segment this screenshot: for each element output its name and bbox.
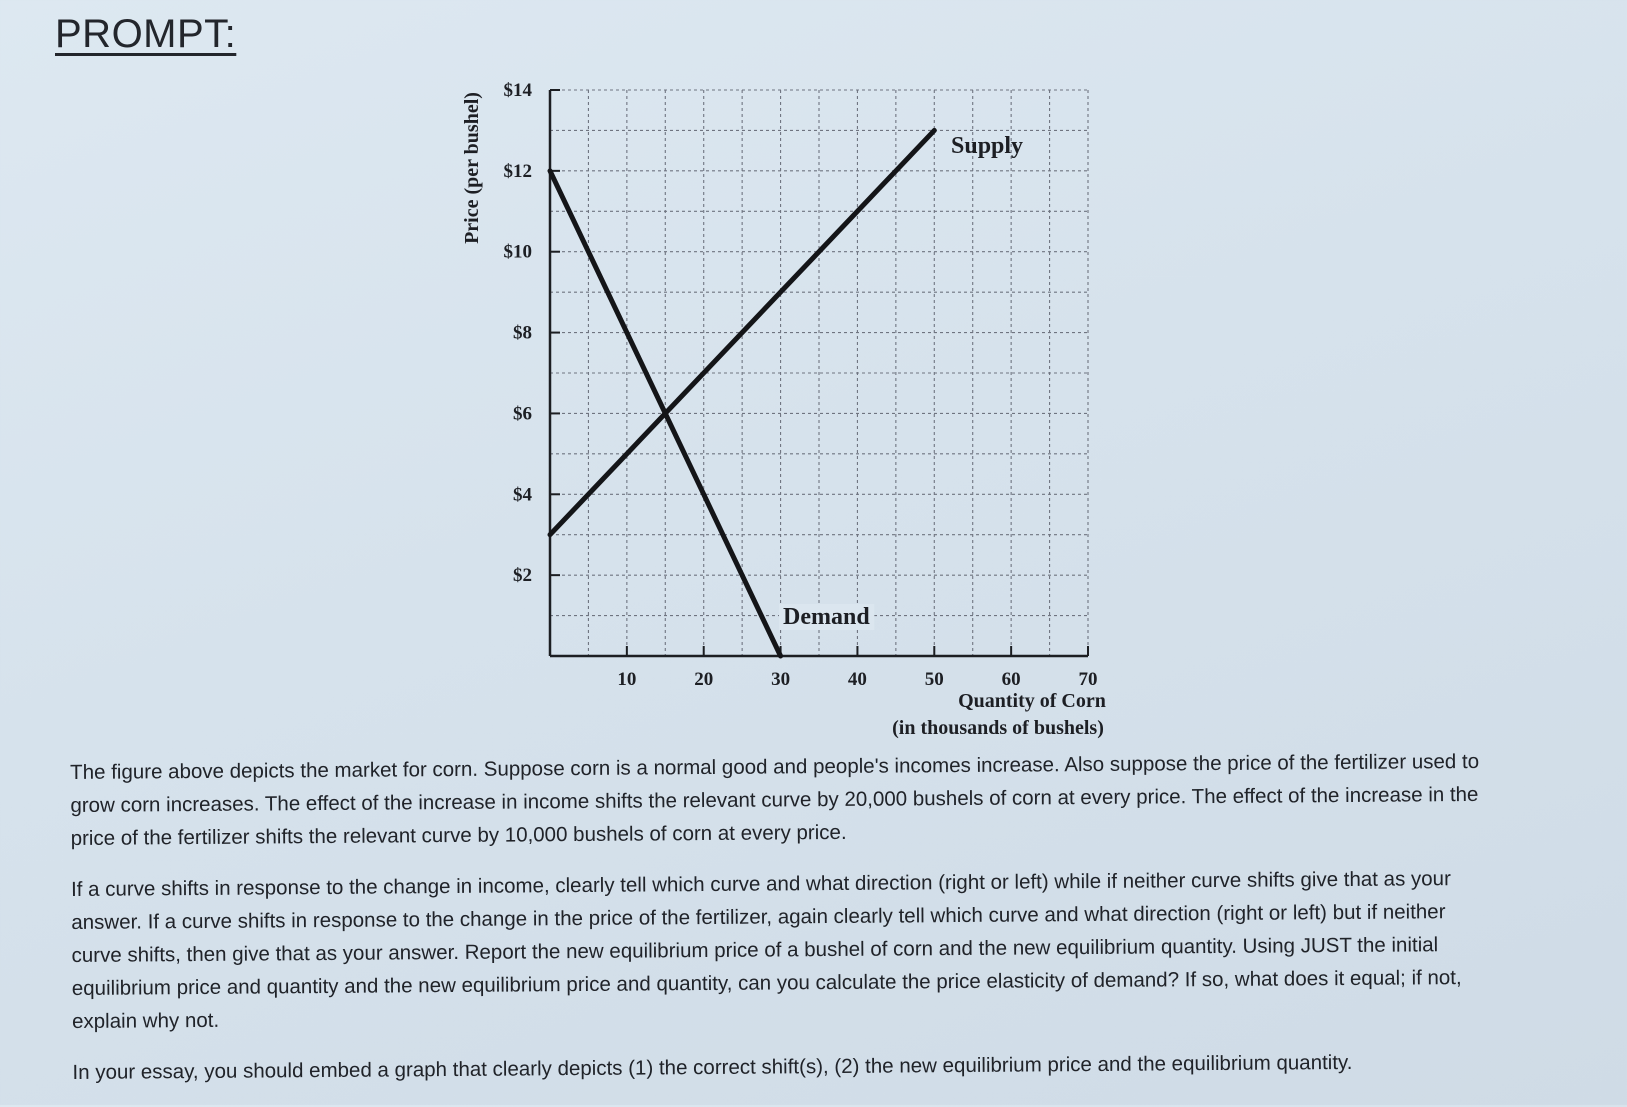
y-tick-label: $4: [513, 484, 532, 506]
series: [550, 130, 934, 656]
y-tick-label: $12: [503, 160, 532, 182]
paragraph-essay-requirement: In your essay, you should embed a graph that clearly depicts (1) the correct shift(s), (2) the new equilibrium price and the equilibrium quantity.: [72, 1050, 1353, 1084]
x-ticks: [617, 646, 1097, 690]
y-tick-label: $6: [513, 403, 532, 425]
y-ticks: [504, 80, 561, 586]
prompt-text: [70, 745, 1493, 1107]
grid: [550, 90, 1088, 656]
paragraph-market-description: The figure above depicts the market for corn. Suppose corn is a normal good and people's incomes increase. Also suppose the price of the fertilizer used to grow corn increases. The effect of the increase in income shifts the relevant curve by 20,000 bushels of corn at every price. The effect of the increase in the price of the fertilizer shifts the relevant curve by 10,000 bushels of corn at every price.: [70, 749, 1480, 850]
x-tick-label: 50: [924, 669, 944, 690]
x-tick-label: 70: [1078, 669, 1098, 690]
supply-curve-label: Supply: [951, 133, 1024, 159]
y-tick-label: $10: [503, 241, 532, 263]
prompt-heading: PROMPT:: [55, 12, 237, 56]
y-axis-title: Price (per bushel): [461, 92, 483, 244]
x-axis-subtitle: (in thousands of bushels): [892, 717, 1104, 739]
x-axis-title: Quantity of Corn: [958, 690, 1106, 712]
x-tick-label: 40: [847, 669, 867, 690]
y-tick-label: $2: [513, 565, 532, 587]
x-tick-label: 10: [617, 669, 637, 690]
y-tick-label: $8: [513, 322, 532, 344]
x-tick-label: 60: [1001, 669, 1021, 690]
demand-curve-label: Demand: [783, 604, 870, 630]
x-tick-label: 30: [771, 669, 791, 690]
x-tick-label: 20: [694, 669, 714, 690]
y-tick-label: $14: [503, 80, 532, 101]
paragraph-instructions: If a curve shifts in response to the change in income, clearly tell which curve and what direction (right or left) while if neither curve shifts give that as your answer. If a curve shifts in response to the change in the price of the fertilizer, again clearly tell which curve and what direction (right or left) but if neither curve shifts, then give that as your answer. Report the new equilibrium price of a bushel of corn and the new equilibrium quantity. Using JUST the initial equilibrium price and quantity and the new equilibrium price and quantity, can you calculate the price elasticity of demand? If so, what does it equal; if not, explain why not.: [70, 867, 1462, 1033]
